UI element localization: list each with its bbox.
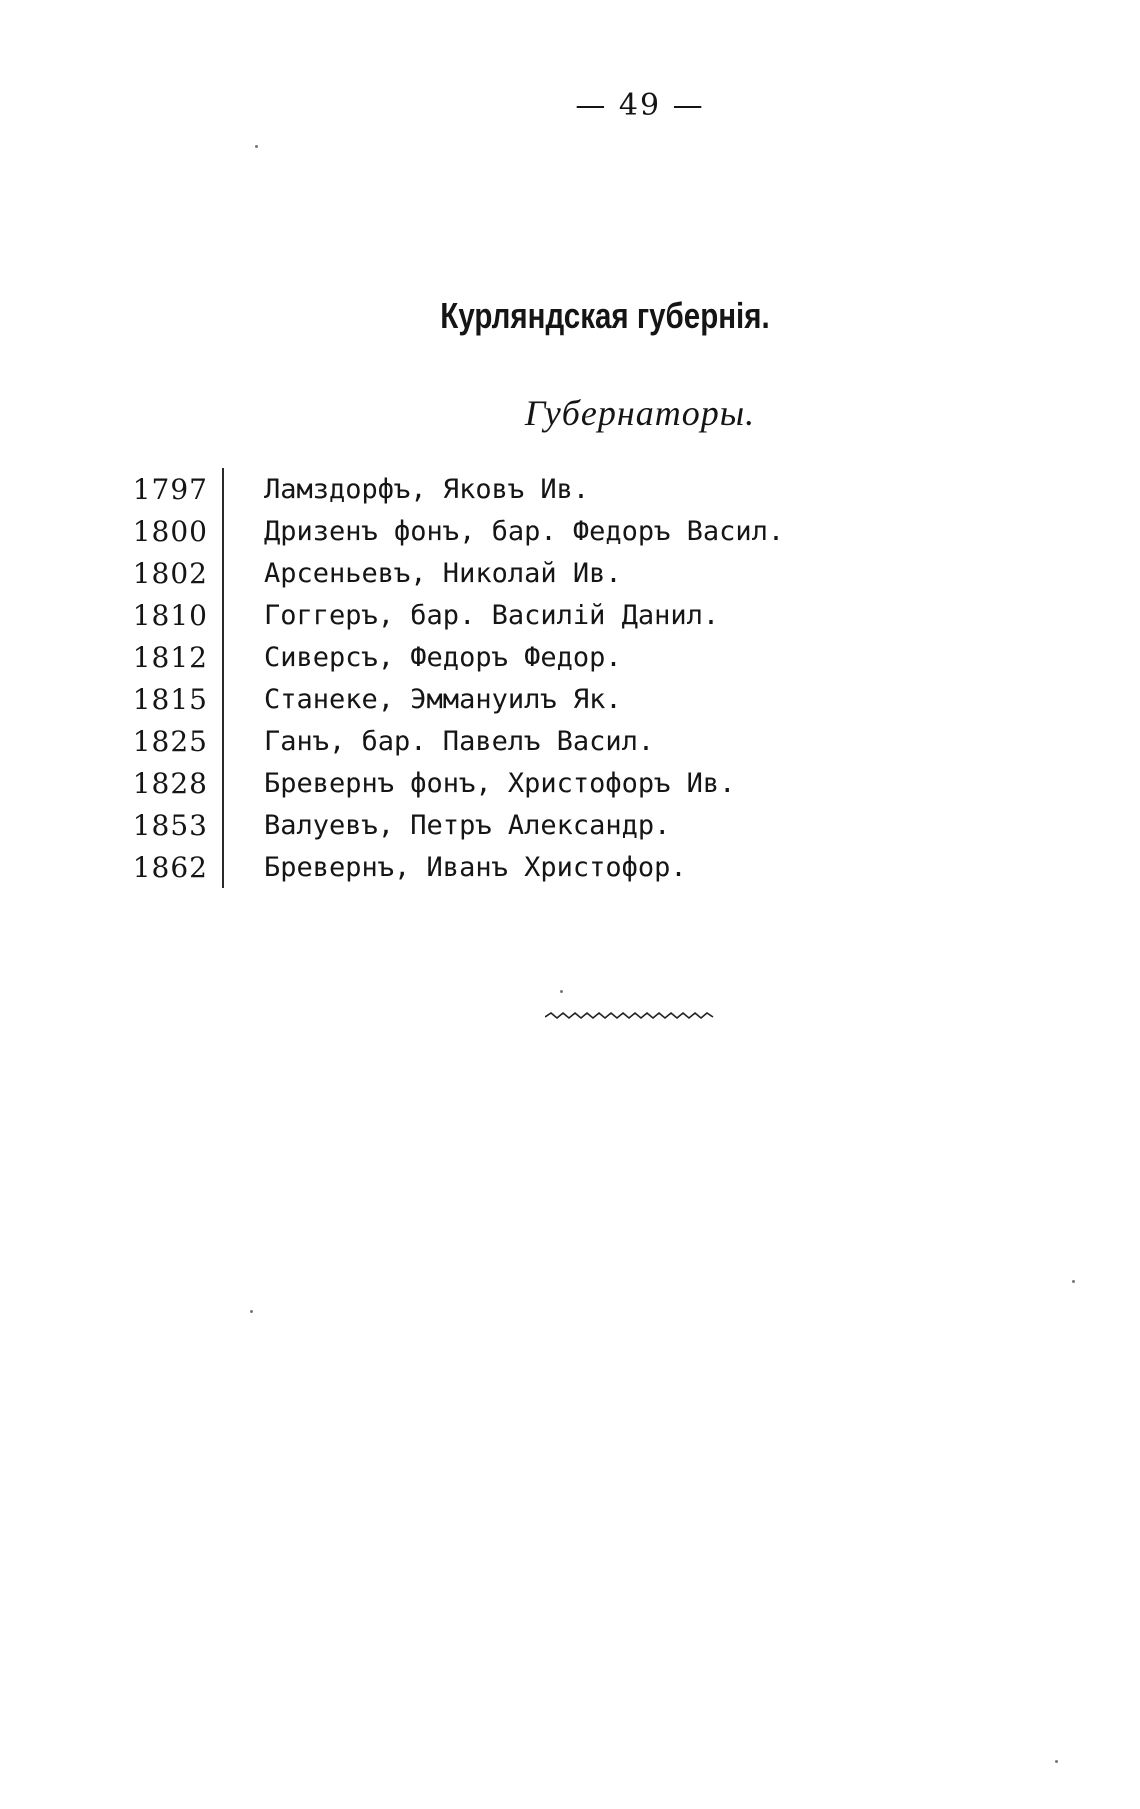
governor-name: Бревернъ фонъ, Христофоръ Ив. <box>264 767 736 799</box>
column-divider <box>222 678 224 720</box>
paper-speck <box>1055 1760 1058 1763</box>
governor-name: Станеке, Эммануилъ Як. <box>264 683 622 715</box>
column-divider <box>222 804 224 846</box>
decorative-wave-ornament <box>545 1010 715 1024</box>
governor-year: 1828 <box>132 766 208 800</box>
column-divider <box>222 468 224 510</box>
section-title: Курляндская губернія. <box>440 295 770 336</box>
page-number: — 49 — <box>575 88 705 123</box>
governor-name: Бревернъ, Иванъ Христофор. <box>264 851 687 883</box>
governor-year: 1853 <box>132 808 208 842</box>
column-divider <box>222 762 224 804</box>
governor-name: Сиверсъ, Федоръ Федор. <box>264 641 622 673</box>
paper-speck <box>250 1310 253 1313</box>
governor-year: 1812 <box>132 640 208 674</box>
list-item <box>120 846 1020 888</box>
list-item <box>120 804 1020 846</box>
paper-speck <box>1072 1280 1075 1283</box>
column-divider <box>222 636 224 678</box>
governor-name: Ламздорфъ, Яковъ Ив. <box>264 473 590 505</box>
section-subtitle: Губернаторы. <box>524 393 756 433</box>
list-item <box>120 552 1020 594</box>
governor-year: 1815 <box>132 682 208 716</box>
list-item <box>120 594 1020 636</box>
list-item <box>120 762 1020 804</box>
list-item <box>120 468 1020 510</box>
column-divider <box>222 594 224 636</box>
governor-name: Дризенъ фонъ, бар. Федоръ Васил. <box>264 515 785 547</box>
governor-name: Арсеньевъ, Николай Ив. <box>264 557 622 589</box>
governor-name: Ганъ, бар. Павелъ Васил. <box>264 725 655 757</box>
column-divider <box>222 510 224 552</box>
governor-name: Валуевъ, Петръ Александр. <box>264 809 671 841</box>
governor-year: 1825 <box>132 724 208 758</box>
paper-speck <box>560 990 563 993</box>
list-item <box>120 510 1020 552</box>
governor-year: 1800 <box>132 514 208 548</box>
governor-year: 1797 <box>132 472 208 506</box>
governors-list <box>120 468 1020 888</box>
governor-year: 1810 <box>132 598 208 632</box>
list-item <box>120 720 1020 762</box>
list-item <box>120 636 1020 678</box>
governor-year: 1802 <box>132 556 208 590</box>
list-item <box>120 678 1020 720</box>
paper-speck <box>255 145 258 148</box>
column-divider <box>222 846 224 888</box>
column-divider <box>222 552 224 594</box>
column-divider <box>222 720 224 762</box>
governor-name: Гоггеръ, бар. Василій Данил. <box>264 599 720 631</box>
governor-year: 1862 <box>132 850 208 884</box>
